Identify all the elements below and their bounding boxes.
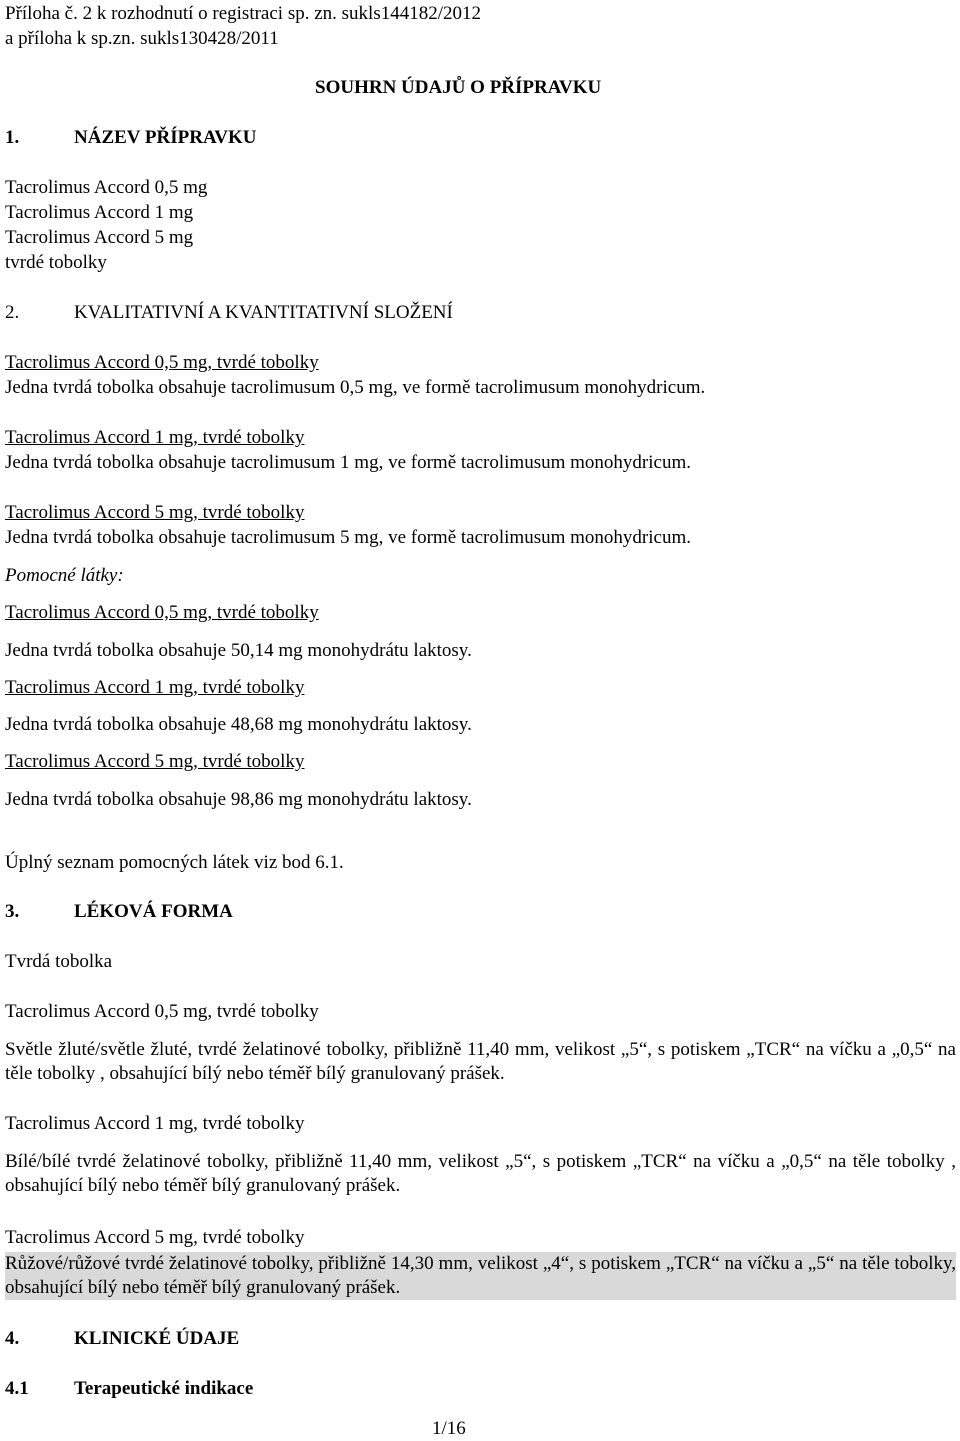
- dosage-form: Tvrdá tobolka: [5, 951, 113, 972]
- section-number: 3.: [5, 901, 20, 922]
- header-line-1: Příloha č. 2 k rozhodnutí o registraci sp. zn. sukls144182/2012: [5, 3, 481, 24]
- page-number: 1/16: [432, 1418, 466, 1439]
- form-item-description: Bílé/bílé tvrdé želatinové tobolky, přibližně 11,40 mm, velikost „5“, s potiskem „TCR“ na víčku a „0,5“ na těle tobolky , obsahující bílý nebo téměř bílý granulovaný prášek.: [5, 1151, 956, 1196]
- excipient-heading: Tacrolimus Accord 1 mg, tvrdé tobolky: [5, 677, 305, 698]
- excipient-heading: Tacrolimus Accord 5 mg, tvrdé tobolky: [5, 751, 305, 772]
- composition-heading: Tacrolimus Accord 1 mg, tvrdé tobolky: [5, 427, 305, 448]
- composition-text: Jedna tvrdá tobolka obsahuje tacrolimusum 0,5 mg, ve formě tacrolimusum monohydricum.: [5, 377, 706, 398]
- section-number: 2.: [5, 302, 20, 323]
- excipient-text: Jedna tvrdá tobolka obsahuje 48,68 mg monohydrátu laktosy.: [5, 714, 472, 735]
- section-title: Terapeutické indikace: [74, 1378, 254, 1399]
- form-item-heading: Tacrolimus Accord 0,5 mg, tvrdé tobolky: [5, 1001, 319, 1022]
- product-name: Tacrolimus Accord 0,5 mg: [5, 177, 208, 198]
- excipient-text: Jedna tvrdá tobolka obsahuje 98,86 mg monohydrátu laktosy.: [5, 789, 472, 810]
- section-title: LÉKOVÁ FORMA: [74, 901, 233, 922]
- section-4-heading: [5, 1327, 239, 1351]
- section-3-heading: [5, 900, 233, 924]
- composition-heading: Tacrolimus Accord 0,5 mg, tvrdé tobolky: [5, 352, 319, 373]
- section-number: 1.: [5, 127, 20, 148]
- form-item-description: Světle žluté/světle žluté, tvrdé želatinové tobolky, přibližně 11,40 mm, velikost „5“, s potiskem „TCR“ na víčku a „0,5“ na těle tobolky , obsahující bílý nebo téměř bílý granulovaný prášek.: [5, 1039, 956, 1084]
- section-title: KVALITATIVNÍ A KVANTITATIVNÍ SLOŽENÍ: [74, 302, 453, 323]
- header-line-2: a příloha k sp.zn. sukls130428/2011: [5, 28, 279, 49]
- composition-heading: Tacrolimus Accord 5 mg, tvrdé tobolky: [5, 502, 305, 523]
- excipients-full-list-note: Úplný seznam pomocných látek viz bod 6.1.: [5, 852, 344, 873]
- excipient-text: Jedna tvrdá tobolka obsahuje 50,14 mg monohydrátu laktosy.: [5, 640, 472, 661]
- form-item-heading: Tacrolimus Accord 1 mg, tvrdé tobolky: [5, 1113, 305, 1134]
- composition-text: Jedna tvrdá tobolka obsahuje tacrolimusum 5 mg, ve formě tacrolimusum monohydricum.: [5, 527, 691, 548]
- product-name: Tacrolimus Accord 5 mg: [5, 227, 194, 248]
- document-title: SOUHRN ÚDAJŮ O PŘÍPRAVKU: [315, 77, 602, 98]
- section-number: 4.: [5, 1328, 20, 1349]
- composition-text: Jedna tvrdá tobolka obsahuje tacrolimusum 1 mg, ve formě tacrolimusum monohydricum.: [5, 452, 691, 473]
- section-title: KLINICKÉ ÚDAJE: [74, 1328, 240, 1349]
- form-item-description-highlighted: Růžové/růžové tvrdé želatinové tobolky, přibližně 14,30 mm, velikost „4“, s potiskem „TCR“ na víčku a „5“ na těle tobolky, obsahující bílý nebo téměř bílý granulovaný prášek.: [5, 1253, 956, 1298]
- product-name: Tacrolimus Accord 1 mg: [5, 202, 194, 223]
- section-2-heading: [5, 301, 453, 325]
- form-item-heading: Tacrolimus Accord 5 mg, tvrdé tobolky: [5, 1227, 305, 1248]
- excipient-heading: Tacrolimus Accord 0,5 mg, tvrdé tobolky: [5, 602, 319, 623]
- section-title: NÁZEV PŘÍPRAVKU: [74, 127, 257, 148]
- excipients-label: Pomocné látky:: [5, 565, 124, 586]
- product-form: tvrdé tobolky: [5, 252, 107, 273]
- section-number: 4.1: [5, 1378, 29, 1399]
- section-4-1-heading: [5, 1377, 253, 1401]
- section-1-heading: [5, 126, 256, 150]
